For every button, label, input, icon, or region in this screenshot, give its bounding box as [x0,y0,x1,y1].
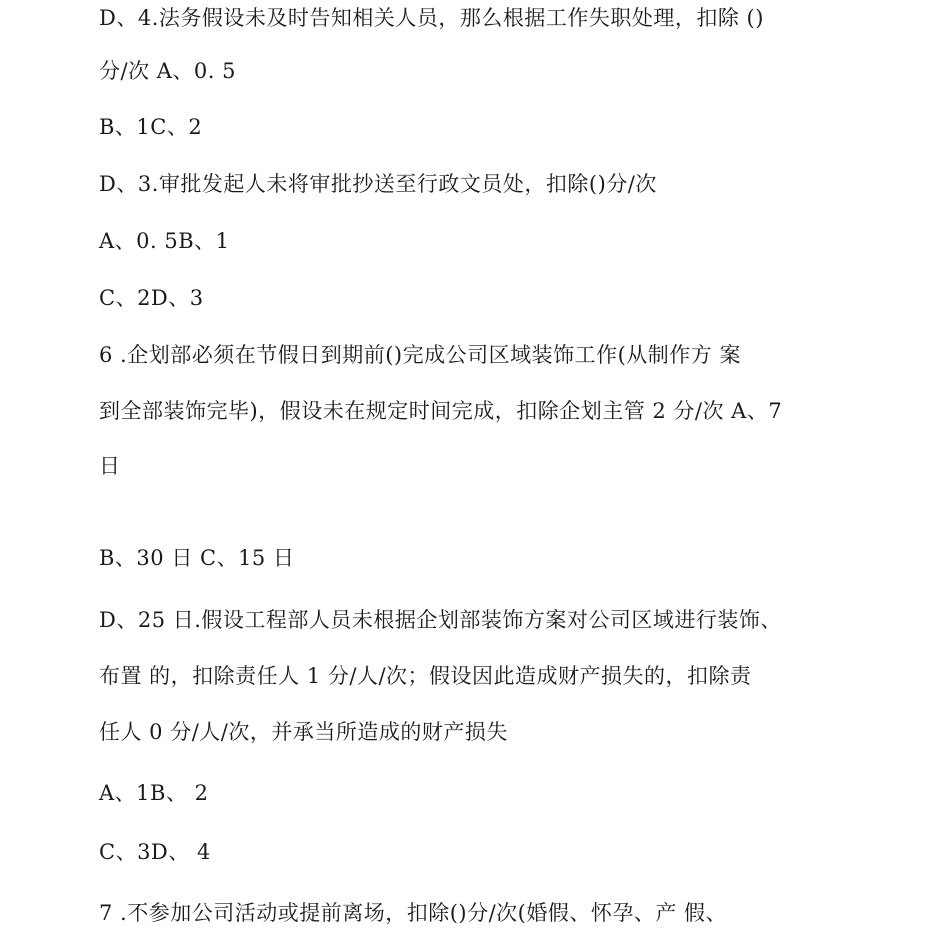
text-line-14: A、1B、 2 [99,781,209,805]
text-line-4: D、3.审批发起人未将审批抄送至行政文员处，扣除()分/次 [99,172,657,196]
text-line-9: 日 [99,454,121,478]
text-line-15: C、3D、 4 [99,840,211,864]
text-line-5: A、0. 5B、1 [99,229,230,253]
text-line-3: B、1C、2 [99,115,203,139]
text-line-6: C、2D、3 [99,286,204,310]
text-line-13: 任人 0 分/人/次，并承当所造成的财产损失 [99,720,508,744]
text-line-16: 7 .不参加公司活动或提前离场，扣除()分/次(婚假、怀孕、产 假、 [99,901,728,925]
text-line-8: 到全部装饰完毕)，假设未在规定时间完成，扣除企划主管 2 分/次 A、7 [99,399,783,423]
text-line-11: D、25 日.假设工程部人员未根据企划部装饰方案对公司区域进行装饰、 [99,608,782,632]
text-line-1: D、4.法务假设未及时告知相关人员，那么根据工作失职处理，扣除 () [99,6,764,30]
text-line-12: 布置 的，扣除责任人 1 分/人/次；假设因此造成财产损失的，扣除责 [99,664,752,688]
text-line-2: 分/次 A、0. 5 [99,59,236,83]
text-line-10: B、30 日 C、15 日 [99,546,295,570]
text-line-7: 6 .企划部必须在节假日到期前()完成公司区域装饰工作(从制作方 案 [99,343,741,367]
